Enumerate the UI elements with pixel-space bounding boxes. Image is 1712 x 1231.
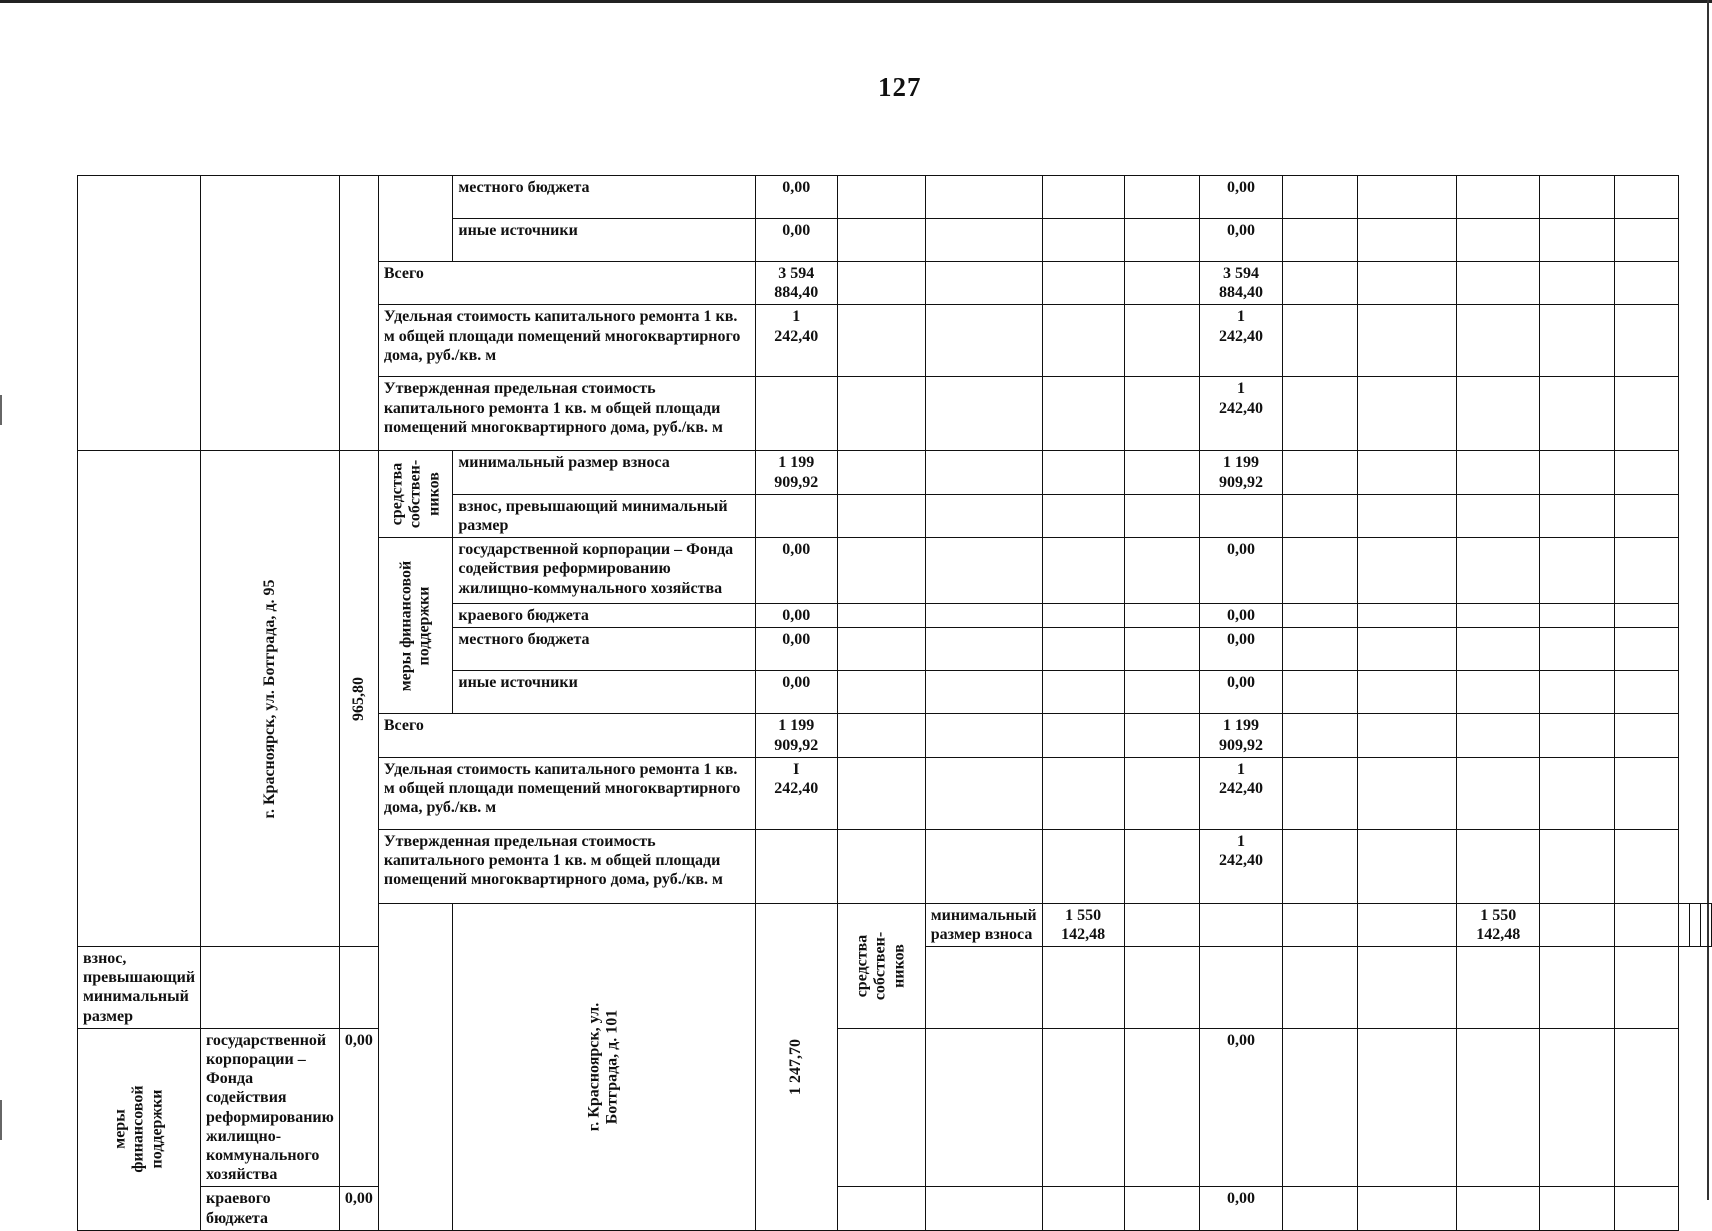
row-label: минимальный размер взноса <box>925 903 1042 946</box>
row-label: Утвержденная предельная стоимость капитального ремонта 1 кв. м общей площади помещений многоквартирного дома, руб./кв. м <box>378 829 755 903</box>
cell-empty <box>755 494 837 537</box>
cell-empty <box>1282 176 1357 219</box>
table-row <box>78 451 1712 494</box>
cell-empty <box>925 305 1042 377</box>
cell-empty <box>837 377 925 451</box>
cell-empty <box>1358 377 1457 451</box>
area-text: 965,80 <box>349 676 367 721</box>
cell-empty <box>1042 305 1124 377</box>
cell-empty <box>1457 262 1540 305</box>
cell-empty <box>1124 604 1199 628</box>
value-cell: 3 594 884,40 <box>1199 262 1282 305</box>
cell-empty <box>1124 757 1199 829</box>
cell-empty <box>1457 671 1540 714</box>
cell-empty <box>1457 947 1540 1029</box>
row-label: местного бюджета <box>453 176 755 219</box>
value-cell: 0,00 <box>339 1028 378 1187</box>
row-label: иные источники <box>453 219 755 262</box>
cell-empty <box>837 219 925 262</box>
value-cell: 0,00 <box>755 604 837 628</box>
cell-empty <box>1042 176 1124 219</box>
cell-empty <box>1124 305 1199 377</box>
group-label-line: меры <box>111 1109 129 1149</box>
cell-empty <box>1358 176 1457 219</box>
cell-empty <box>1282 305 1357 377</box>
cell-empty <box>1457 176 1540 219</box>
cell-empty <box>837 1028 925 1187</box>
cell-empty <box>1614 829 1678 903</box>
cell-empty <box>1457 829 1540 903</box>
cell-empty <box>837 262 925 305</box>
value-cell: I 242,40 <box>755 757 837 829</box>
table-row <box>78 1187 1712 1230</box>
group-label-line: финансовой <box>129 1085 147 1173</box>
cell-empty <box>1457 494 1540 537</box>
cell-empty <box>1042 1187 1124 1230</box>
cell-empty <box>1540 903 1614 946</box>
scan-mark <box>0 1100 2 1140</box>
cell-empty <box>1614 757 1678 829</box>
cell-empty <box>1124 1028 1199 1187</box>
cell-empty <box>837 494 925 537</box>
value-cell: 0,00 <box>755 219 837 262</box>
cell-empty <box>78 176 201 451</box>
cell-empty <box>1540 1028 1614 1187</box>
row-label: Удельная стоимость капитального ремонта 1 кв. м общей площади помещений многоквартирного дома, руб./кв. м <box>378 757 755 829</box>
cell-empty <box>1358 305 1457 377</box>
cell-empty <box>925 1028 1042 1187</box>
cell-empty <box>1282 604 1357 628</box>
cell-empty <box>1042 1028 1124 1187</box>
financing-table <box>77 175 1712 1231</box>
row-label: Утвержденная предельная стоимость капитального ремонта 1 кв. м общей площади помещений многоквартирного дома, руб./кв. м <box>378 377 755 451</box>
cell-empty <box>1457 377 1540 451</box>
cell-empty <box>837 176 925 219</box>
group-label-line: поддержки <box>415 586 433 666</box>
cell-empty <box>1282 829 1357 903</box>
cell-empty <box>1282 262 1357 305</box>
cell-empty <box>1540 494 1614 537</box>
cell-empty <box>1540 604 1614 628</box>
cell-empty <box>1358 947 1457 1029</box>
cell-empty <box>1358 714 1457 757</box>
value-cell: 0,00 <box>755 538 837 604</box>
cell-empty <box>1614 671 1678 714</box>
cell-empty <box>925 1187 1042 1230</box>
cell-empty <box>1457 714 1540 757</box>
value-cell: 1 199 909,92 <box>755 451 837 494</box>
cell-empty <box>1358 903 1457 946</box>
cell-empty <box>1042 671 1124 714</box>
value-cell: 0,00 <box>755 176 837 219</box>
cell-empty <box>1199 494 1282 537</box>
value-cell: 1 242,40 <box>1199 829 1282 903</box>
cell-empty <box>1358 829 1457 903</box>
cell-empty <box>925 451 1042 494</box>
cell-empty <box>837 628 925 671</box>
cell-empty <box>1614 947 1678 1029</box>
cell-empty <box>837 604 925 628</box>
cell-empty <box>925 604 1042 628</box>
cell-empty <box>1358 1028 1457 1187</box>
cell-empty <box>1282 947 1357 1029</box>
row-label: краевого бюджета <box>201 1187 340 1230</box>
cell-empty <box>1124 903 1199 946</box>
cell-empty <box>1358 628 1457 671</box>
cell-empty <box>1358 451 1457 494</box>
cell-empty <box>925 262 1042 305</box>
cell-empty <box>1042 604 1124 628</box>
cell-empty <box>1282 1028 1357 1187</box>
cell-empty <box>1124 538 1199 604</box>
value-cell: 3 594 884,40 <box>755 262 837 305</box>
cell-empty <box>1540 377 1614 451</box>
area-text: 1 247,70 <box>786 1038 804 1095</box>
cell-empty <box>1457 628 1540 671</box>
cell-empty <box>1540 714 1614 757</box>
cell-empty <box>1042 494 1124 537</box>
cell-empty <box>1358 494 1457 537</box>
row-label: Удельная стоимость капитального ремонта 1 кв. м общей площади помещений многоквартирного дома, руб./кв. м <box>378 305 755 377</box>
group-owners-funds <box>837 903 925 1028</box>
cell-empty <box>1358 1187 1457 1230</box>
group-label-line: собствен- <box>872 931 890 1000</box>
cell-empty <box>837 538 925 604</box>
cell-empty <box>1042 829 1124 903</box>
cell-empty <box>925 671 1042 714</box>
cell-empty <box>201 176 340 451</box>
cell-empty <box>1614 1028 1678 1187</box>
cell-empty <box>1457 1028 1540 1187</box>
group-label-line: меры финансовой <box>397 560 415 692</box>
area-cell <box>339 451 378 947</box>
row-label: взнос, превышающий минимальный размер <box>78 947 201 1029</box>
group-label-line: собствен- <box>406 460 424 529</box>
value-cell: 1 242,40 <box>1199 377 1282 451</box>
cell-empty <box>755 829 837 903</box>
cell-empty <box>1199 903 1282 946</box>
cell-empty <box>1124 262 1199 305</box>
cell-empty <box>378 903 452 1230</box>
cell-empty <box>339 176 378 451</box>
cell-empty <box>1042 714 1124 757</box>
row-label: государственной корпорации – Фонда содействия реформированию жилищно-коммунального хозяйства <box>453 538 755 604</box>
cell-empty <box>1358 538 1457 604</box>
cell-empty <box>1540 757 1614 829</box>
group-label-line: поддержки <box>148 1089 166 1169</box>
value-cell: 0,00 <box>1199 628 1282 671</box>
scan-mark <box>0 395 2 425</box>
cell-empty <box>1614 305 1678 377</box>
cell-empty <box>339 947 378 1029</box>
cell-empty <box>1540 451 1614 494</box>
cell-empty <box>1614 451 1678 494</box>
cell-empty <box>1457 757 1540 829</box>
group-label-line: ников <box>890 943 908 988</box>
cell-empty <box>1540 829 1614 903</box>
cell-empty <box>837 829 925 903</box>
cell-empty <box>1457 451 1540 494</box>
value-cell: 0,00 <box>339 1187 378 1230</box>
cell-empty <box>1614 538 1678 604</box>
cell-empty <box>925 947 1042 1029</box>
cell-empty <box>1042 451 1124 494</box>
cell-empty <box>925 628 1042 671</box>
cell-empty <box>837 757 925 829</box>
value-cell: 1 550 142,48 <box>1457 903 1540 946</box>
cell-empty <box>1282 671 1357 714</box>
value-cell: 1 242,40 <box>755 305 837 377</box>
address-line: г. Красноярск, ул. <box>585 1002 603 1131</box>
value-cell: 0,00 <box>755 628 837 671</box>
cell-empty <box>837 451 925 494</box>
cell-empty <box>1457 538 1540 604</box>
cell-empty <box>1457 604 1540 628</box>
cell-empty <box>78 451 201 947</box>
group-label-line: ников <box>424 472 442 517</box>
cell-empty <box>925 219 1042 262</box>
cell-empty <box>1457 1187 1540 1230</box>
cell-empty <box>1282 377 1357 451</box>
cell-empty <box>378 176 452 262</box>
cell-empty <box>1690 903 1701 946</box>
row-label: Всего <box>378 714 755 757</box>
cell-empty <box>755 377 837 451</box>
cell-empty <box>201 947 340 1029</box>
row-label: взнос, превышающий минимальный размер <box>453 494 755 537</box>
cell-empty <box>1124 176 1199 219</box>
row-label: Всего <box>378 262 755 305</box>
cell-empty <box>1701 903 1712 946</box>
cell-empty <box>1282 714 1357 757</box>
cell-empty <box>925 829 1042 903</box>
value-cell: 0,00 <box>1199 219 1282 262</box>
cell-empty <box>1042 538 1124 604</box>
cell-empty <box>1540 176 1614 219</box>
cell-empty <box>1358 604 1457 628</box>
cell-empty <box>1124 829 1199 903</box>
value-cell: 1 242,40 <box>1199 305 1282 377</box>
cell-empty <box>1614 903 1678 946</box>
cell-empty <box>1042 947 1124 1029</box>
group-support-measures <box>378 538 452 714</box>
cell-empty <box>1679 903 1690 946</box>
row-label: иные источники <box>453 671 755 714</box>
cell-empty <box>1358 671 1457 714</box>
cell-empty <box>837 671 925 714</box>
cell-empty <box>925 757 1042 829</box>
value-cell: 1 199 909,92 <box>755 714 837 757</box>
cell-empty <box>925 176 1042 219</box>
value-cell: 0,00 <box>1199 1187 1282 1230</box>
cell-empty <box>1124 219 1199 262</box>
table-row <box>78 1028 1712 1187</box>
cell-empty <box>1199 947 1282 1029</box>
cell-empty <box>1282 451 1357 494</box>
cell-empty <box>1358 757 1457 829</box>
cell-empty <box>1282 628 1357 671</box>
cell-empty <box>1124 671 1199 714</box>
value-cell: 0,00 <box>1199 176 1282 219</box>
cell-empty <box>925 377 1042 451</box>
value-cell: 0,00 <box>1199 538 1282 604</box>
cell-empty <box>1282 219 1357 262</box>
cell-empty <box>1282 494 1357 537</box>
cell-empty <box>1282 903 1357 946</box>
cell-empty <box>1282 1187 1357 1230</box>
row-label: местного бюджета <box>453 628 755 671</box>
cell-empty <box>1540 1187 1614 1230</box>
cell-empty <box>925 714 1042 757</box>
table-row <box>78 176 1712 219</box>
cell-empty <box>1124 451 1199 494</box>
cell-empty <box>1124 377 1199 451</box>
cell-empty <box>1540 219 1614 262</box>
value-cell: 1 550 142,48 <box>1042 903 1124 946</box>
cell-empty <box>1282 757 1357 829</box>
cell-empty <box>1124 947 1199 1029</box>
cell-empty <box>1614 604 1678 628</box>
address-text: г. Красноярск, ул. Ботграда, д. 95 <box>260 579 278 819</box>
cell-empty <box>1614 176 1678 219</box>
address-line: Ботграда, д. 101 <box>604 1009 621 1124</box>
cell-empty <box>1042 219 1124 262</box>
cell-empty <box>1540 628 1614 671</box>
cell-empty <box>1042 628 1124 671</box>
value-cell: 1 199 909,92 <box>1199 451 1282 494</box>
address-cell <box>201 451 340 947</box>
cell-empty <box>1614 1187 1678 1230</box>
group-label-line: средства <box>853 934 871 998</box>
cell-empty <box>837 1187 925 1230</box>
cell-empty <box>1614 714 1678 757</box>
row-label: минимальный размер взноса <box>453 451 755 494</box>
area-cell <box>755 903 837 1230</box>
scan-edge-top <box>0 0 1712 3</box>
cell-empty <box>1540 305 1614 377</box>
value-cell: 0,00 <box>755 671 837 714</box>
cell-empty <box>925 538 1042 604</box>
cell-empty <box>1282 538 1357 604</box>
cell-empty <box>1614 628 1678 671</box>
cell-empty <box>1614 494 1678 537</box>
cell-empty <box>1124 628 1199 671</box>
cell-empty <box>1614 377 1678 451</box>
value-cell: 0,00 <box>1199 1028 1282 1187</box>
cell-empty <box>1614 219 1678 262</box>
cell-empty <box>1124 714 1199 757</box>
cell-empty <box>1358 262 1457 305</box>
value-cell: 1 199 909,92 <box>1199 714 1282 757</box>
cell-empty <box>1540 947 1614 1029</box>
cell-empty <box>1042 262 1124 305</box>
row-label: государственной корпорации – Фонда содействия реформированию жилищно-коммунального хозяйства <box>201 1028 340 1187</box>
page-number: 127 <box>878 72 922 102</box>
value-cell: 1 242,40 <box>1199 757 1282 829</box>
cell-empty <box>1540 262 1614 305</box>
cell-empty <box>1540 538 1614 604</box>
address-cell <box>453 903 755 1230</box>
cell-empty <box>1614 262 1678 305</box>
cell-empty <box>1042 377 1124 451</box>
group-label-line: средства <box>388 462 406 526</box>
cell-empty <box>837 714 925 757</box>
cell-empty <box>1042 757 1124 829</box>
cell-empty <box>837 305 925 377</box>
group-owners-funds <box>378 451 452 538</box>
cell-empty <box>1457 305 1540 377</box>
cell-empty <box>1358 219 1457 262</box>
value-cell: 0,00 <box>1199 671 1282 714</box>
row-label: краевого бюджета <box>453 604 755 628</box>
cell-empty <box>1457 219 1540 262</box>
cell-empty <box>1124 1187 1199 1230</box>
cell-empty <box>1540 671 1614 714</box>
cell-empty <box>925 494 1042 537</box>
cell-empty <box>1124 494 1199 537</box>
value-cell: 0,00 <box>1199 604 1282 628</box>
